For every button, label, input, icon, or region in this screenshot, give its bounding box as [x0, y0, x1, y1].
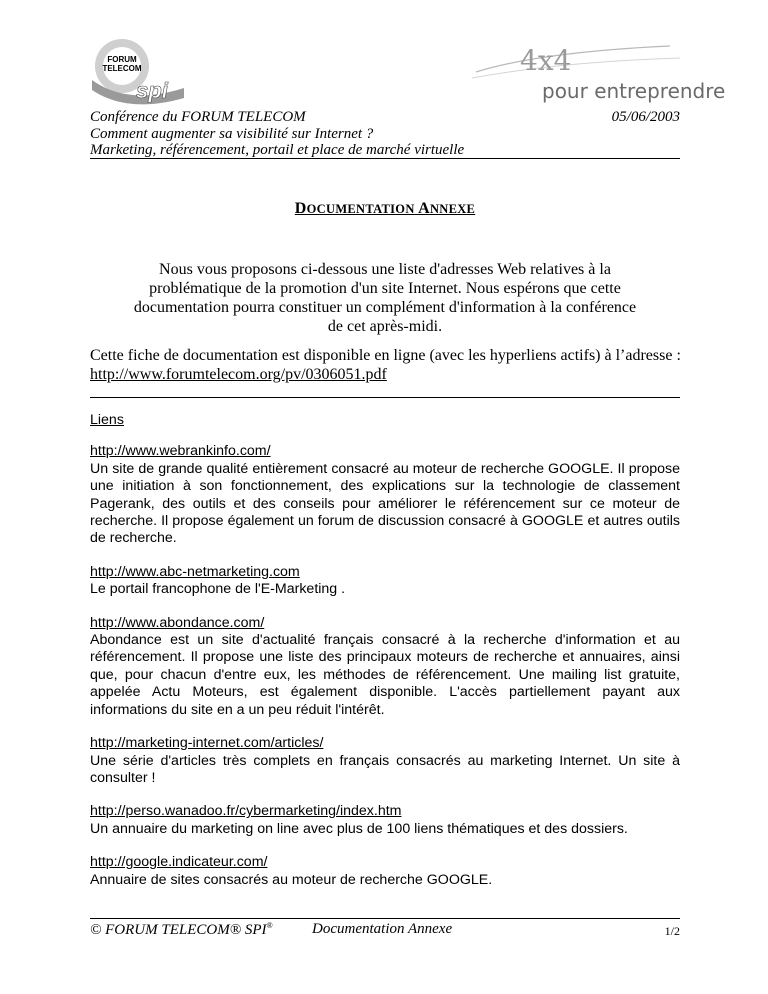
- link-entry: [90, 803, 680, 838]
- link-url[interactable]: http://www.webrankinfo.com/: [90, 443, 271, 460]
- header-line-2: Comment augmenter sa visibilité sur Internet ?: [90, 125, 374, 142]
- header-line-1: Conférence du FORUM TELECOM: [90, 109, 306, 125]
- intro-paragraph: Nous vous proposons ci-dessous une liste d'adresses Web relatives à la problématique de la promotion d'un site Internet. Nous espérons que cette documentation pourra constituer un complément d'information à la conférence de cet après-midi.: [133, 261, 637, 335]
- footer-rule: [90, 918, 680, 919]
- links-heading: Liens: [90, 412, 124, 428]
- link-description: Une série d'articles très complets en français consacrés au marketing Internet. Un site à consulter !: [90, 752, 680, 786]
- link-description: Annuaire de sites consacrés au moteur de recherche GOOGLE.: [90, 871, 493, 888]
- forum-telecom-spi-logo: [88, 36, 188, 106]
- availability-text: Cette fiche de documentation est disponible en ligne (avec les hyperliens actifs) à l’adresse :: [90, 347, 681, 364]
- pdf-link[interactable]: http://www.forumtelecom.org/pv/0306051.pdf: [90, 366, 387, 383]
- link-description: Le portail francophone de l'E-Marketing .: [90, 581, 346, 598]
- availability-paragraph: [90, 346, 690, 384]
- link-description: Un site de grande qualité entièrement consacré au moteur de recherche GOOGLE. Il propose une initiation à son fonctionnement, des explications sur la technologie de classement Pagerank, des outils et des conseils pour améliorer le référencement sur ce moteur de recherche. Il propose également un forum de discussion consacré à GOOGLE et autres outils de recherche.: [90, 460, 680, 547]
- footer-doc-name: Documentation Annexe: [312, 921, 453, 937]
- link-entry: [90, 615, 680, 719]
- tagline: pour entreprendre: [542, 79, 726, 103]
- forum-logo-line1: FORUM: [107, 55, 137, 64]
- link-description: Abondance est un site d'actualité français consacré à la recherche d'information et au référencement. Il propose une liste des principaux moteurs de recherche et annuaires, ainsi que, pour chacun d'entre eux, les méthodes de référencement. Une mailing list gratuite, appelée Actu Moteurs, est également disponible. L'accès partiellement payant aux informations du site en a un peu réduit l'intérêt.: [90, 632, 680, 718]
- header-rule: [90, 158, 680, 159]
- page-title: DOCUMENTATION ANNEXE: [294, 200, 476, 217]
- document-header: [90, 109, 680, 159]
- link-description: Un annuaire du marketing on line avec plus de 100 liens thématiques et des dossiers.: [90, 820, 628, 837]
- link-url[interactable]: http://marketing-internet.com/articles/: [90, 735, 324, 752]
- page-number: 1/2: [664, 924, 680, 938]
- section-rule: [90, 397, 680, 398]
- link-url[interactable]: http://www.abondance.com/: [90, 614, 265, 631]
- link-url[interactable]: http://google.indicateur.com/: [90, 854, 268, 871]
- links-section: [90, 412, 680, 905]
- link-entry: [90, 735, 680, 787]
- header-date: 05/06/2003: [611, 109, 680, 125]
- forum-logo-line2: TELECOM: [102, 64, 142, 73]
- link-entry: [90, 564, 680, 599]
- 4x4-mark: 4x4: [520, 44, 572, 77]
- link-url[interactable]: http://perso.wanadoo.fr/cybermarketing/index.htm: [90, 803, 402, 820]
- link-entry: [90, 854, 680, 889]
- header-line-3: Marketing, référencement, portail et place de marché virtuelle: [90, 142, 465, 158]
- link-entry: [90, 443, 680, 547]
- footer-copyright: © FORUM TELECOM® SPI®: [90, 921, 273, 938]
- link-url[interactable]: http://www.abc-netmarketing.com: [90, 563, 300, 580]
- 4x4-logo: [470, 38, 726, 108]
- spi-wordmark: spi: [136, 78, 168, 103]
